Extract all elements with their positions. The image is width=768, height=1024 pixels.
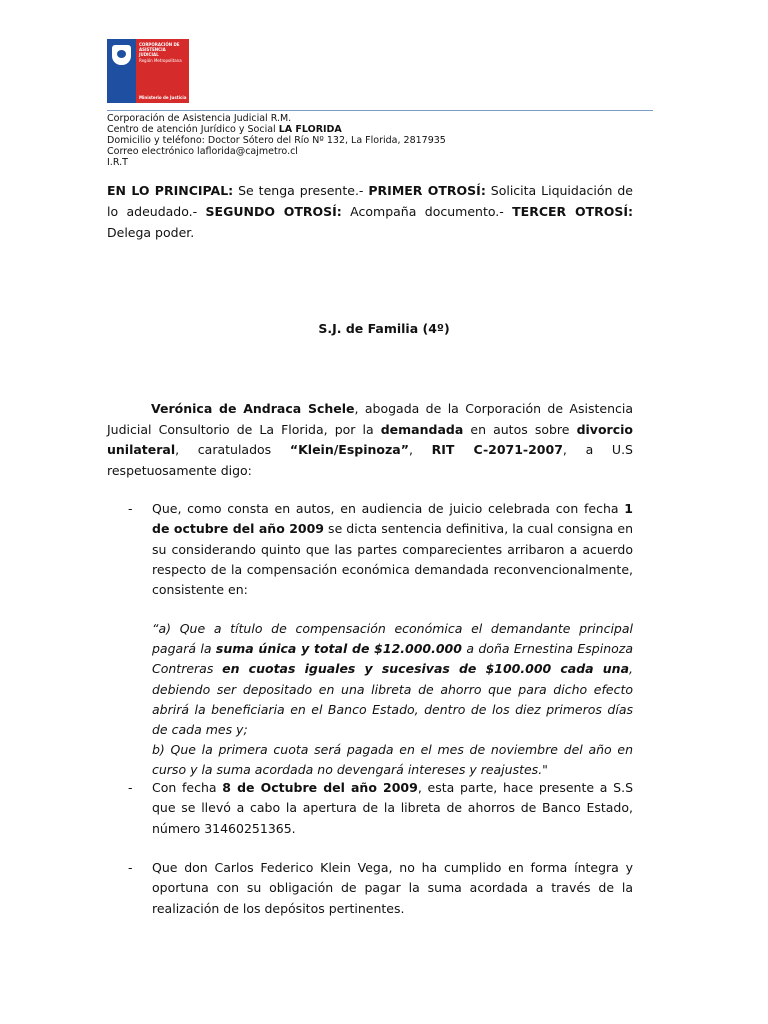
item2-date: 8 de Octubre del año 2009 bbox=[222, 780, 418, 795]
list-bullet: - bbox=[128, 860, 133, 875]
list-item-2-text bbox=[152, 778, 633, 839]
sumilla bbox=[107, 180, 633, 243]
item1-text-2: se dicta sentencia definitiva, la cual consigna en su considerando quinto que las partes comparecientes arribaron a acuerdo respecto de la compensación económica demandada reconvencionalmente, consistente en: bbox=[152, 521, 633, 598]
quote-a-text-3: , debiendo ser depositado en una libreta de ahorro que para dicho efecto abrirá la beneficiaria en el Banco Estado, dentro de los diez primeros días de cada mes y; bbox=[152, 661, 633, 738]
letterhead bbox=[107, 113, 446, 168]
intro-paragraph bbox=[107, 399, 633, 481]
case-rit: RIT C-2071-2007 bbox=[431, 442, 563, 457]
letterhead-line-2 bbox=[107, 124, 446, 135]
quote-a-text-2: a doña Ernestina Espinoza Contreras bbox=[152, 641, 634, 677]
logo-red-panel bbox=[136, 39, 189, 103]
corporation-logo bbox=[107, 39, 189, 103]
quote-clause-a bbox=[152, 619, 633, 740]
case-subject: divorcio unilateral bbox=[107, 421, 633, 457]
principal-label: EN LO PRINCIPAL: bbox=[107, 183, 234, 198]
list-bullet: - bbox=[128, 780, 133, 795]
logo-ministry-text: Ministerio de Justicia bbox=[139, 95, 187, 100]
court-heading: S.J. de Familia (4º) bbox=[318, 321, 450, 336]
logo-org-text: CORPORACIÓN DE ASISTENCIA JUDICIAL bbox=[139, 42, 180, 57]
item2-text-2: , esta parte, hace presente a S.S que se llevó a cabo la apertura de la libreta de ahorros de Banco Estado, número 31460251365. bbox=[152, 780, 633, 836]
otrosi-2-text: Acompaña documento.- bbox=[341, 204, 513, 219]
list-item-1 bbox=[128, 499, 633, 600]
letterhead-center-name: LA FLORIDA bbox=[278, 124, 342, 135]
list-item-1-text bbox=[152, 499, 633, 600]
attorney-name: Verónica de Andraca Schele bbox=[151, 401, 355, 416]
intro-text-5: , a U.S respetuosamente digo: bbox=[107, 442, 633, 478]
letterhead-line-3: Domicilio y teléfono: Doctor Sótero del Río Nº 132, La Florida, 2817935 bbox=[107, 135, 446, 146]
otrosi-1-label: PRIMER OTROSÍ: bbox=[368, 183, 486, 198]
quote-a-amount: suma única y total de $12.000.000 bbox=[215, 641, 462, 657]
otrosi-2-label: SEGUNDO OTROSÍ: bbox=[205, 204, 342, 219]
otrosi-3-label: TERCER OTROSÍ: bbox=[512, 204, 634, 219]
intro-text-4: , bbox=[408, 442, 432, 457]
header-rule bbox=[107, 110, 653, 111]
letterhead-line-1: Corporación de Asistencia Judicial R.M. bbox=[107, 113, 292, 124]
letterhead-line-4: Correo electrónico laflorida@cajmetro.cl bbox=[107, 146, 298, 157]
item2-text-1: Con fecha bbox=[152, 780, 223, 795]
party-role: demandada bbox=[380, 421, 464, 437]
sentence-quote bbox=[152, 619, 633, 781]
quote-a-installments: en cuotas iguales y sucesivas de $100.000 cada una bbox=[222, 661, 630, 677]
principal-text: Se tenga presente.- bbox=[233, 183, 369, 198]
quote-a-text-1: “a) Que a título de compensación económica el demandante principal pagará la bbox=[152, 621, 633, 657]
logo-region-text: Región Metropolitana bbox=[139, 58, 182, 63]
intro-text-3: , caratulados bbox=[175, 442, 290, 457]
item1-date: 1 de octubre del año 2009 bbox=[152, 501, 633, 537]
coat-of-arms-icon bbox=[112, 45, 131, 65]
list-item-3 bbox=[128, 858, 633, 919]
list-item-3-text: Que don Carlos Federico Klein Vega, no ha cumplido en forma íntegra y oportuna con su obligación de pagar la suma acordada a través de la realización de los depósitos pertinentes. bbox=[152, 860, 633, 916]
logo-blue-panel bbox=[107, 39, 136, 103]
intro-text-2: en autos sobre bbox=[463, 421, 577, 437]
case-caption: “Klein/Espinoza” bbox=[289, 442, 409, 457]
intro-text-1: , abogada de la Corporación de Asistencia Judicial Consultorio de La Florida, por la bbox=[107, 401, 633, 437]
quote-clause-b: b) Que la primera cuota será pagada en el mes de noviembre del año en curso y la suma acordada no devengará intereses y reajustes." bbox=[152, 742, 633, 778]
list-item-2 bbox=[128, 778, 633, 839]
item1-text-1: Que, como consta en autos, en audiencia de juicio celebrada con fecha bbox=[152, 501, 625, 516]
letterhead-center-label: Centro de atención Jurídico y Social bbox=[107, 124, 279, 135]
list-bullet: - bbox=[128, 501, 133, 516]
letterhead-line-5: I.R.T bbox=[107, 157, 128, 168]
otrosi-1-text: Solicita Liquidación de lo adeudado.- bbox=[107, 183, 633, 219]
otrosi-3-text: Delega poder. bbox=[107, 225, 195, 240]
